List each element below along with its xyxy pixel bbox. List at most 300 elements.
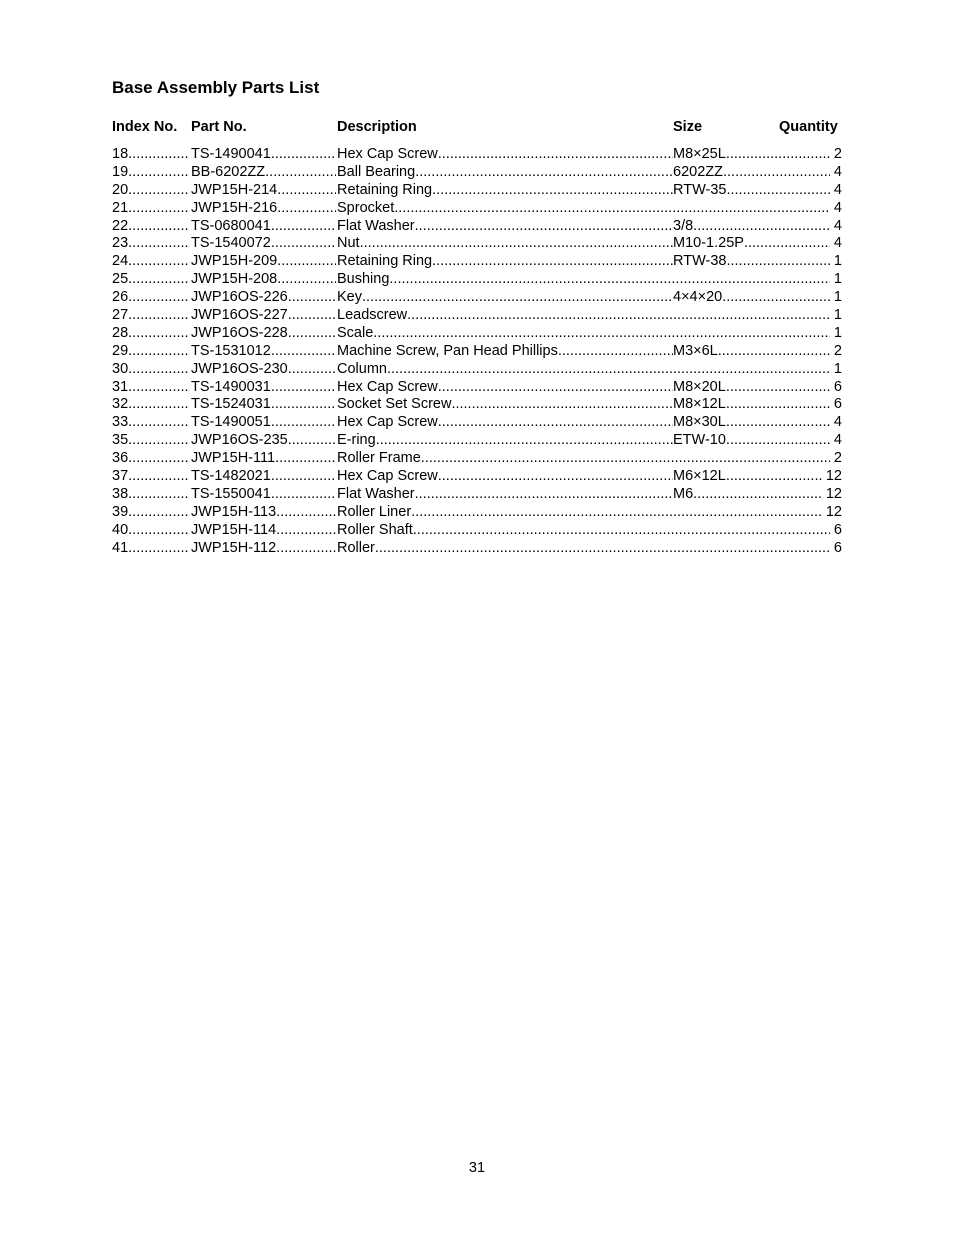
part-no-cell [191,253,336,271]
dot-leader [288,289,336,307]
parts-list [112,146,842,557]
index-no-cell-text: 31 [112,378,129,395]
table-row [112,540,842,558]
quantity-cell: 2 [833,146,842,162]
index-no-cell [112,289,190,307]
size-cell [673,379,830,397]
dot-leader [277,182,336,200]
description-cell [337,343,673,361]
quantity-cell: 4 [833,235,842,252]
dot-leader [407,307,830,325]
dot-leader [558,343,673,361]
dot-leader [271,218,336,236]
dot-leader [128,182,190,200]
part-no-cell [191,486,336,504]
table-row [112,396,842,414]
dot-leader [432,253,673,271]
description-cell-text: Socket Set Screw [337,396,452,413]
dot-leader [415,486,673,504]
description-cell-text: Column [337,360,387,377]
table-row [112,522,842,540]
table-row [112,218,842,236]
dot-leader [288,432,336,450]
part-no-cell-text: JWP15H-111 [191,450,276,467]
index-no-cell [112,450,190,468]
size-cell [673,164,830,182]
index-no-cell-text: 24 [112,253,129,270]
dot-leader [387,361,830,379]
part-no-cell [191,200,336,218]
part-no-cell [191,146,336,164]
description-cell-text: Roller Shaft [337,521,413,538]
index-no-cell-text: 25 [112,271,129,288]
size-cell [673,218,830,236]
dot-leader [362,289,673,307]
dot-leader [128,271,190,289]
description-cell [337,450,830,468]
dot-leader [128,468,190,486]
index-no-cell [112,200,190,218]
part-no-cell [191,540,336,558]
part-no-cell [191,271,336,289]
table-row [112,164,842,182]
size-cell-text: M3×6L [673,342,718,359]
dot-leader [722,289,830,307]
dot-leader [128,146,190,164]
dot-leader [415,164,673,182]
description-cell-text: Hex Cap Screw [337,146,438,162]
table-row [112,361,842,379]
index-no-cell [112,164,190,182]
description-cell-text: Key [337,289,362,306]
part-no-cell-text: JWP15H-214 [191,181,278,198]
size-cell [673,396,830,414]
dot-leader [128,307,190,325]
description-cell [337,325,830,343]
part-no-cell-text: TS-1540072 [191,235,271,252]
description-cell [337,361,830,379]
part-no-cell-text: JWP16OS-228 [191,324,288,341]
size-cell [673,343,830,361]
index-no-cell-text: 20 [112,181,129,198]
size-cell-text: M8×12L [673,396,726,413]
index-no-cell-text: 38 [112,485,129,502]
quantity-cell: 1 [833,289,842,306]
size-cell [673,432,830,450]
size-cell [673,289,830,307]
size-cell-text: M6 [673,485,694,502]
dot-leader [693,486,822,504]
dot-leader [438,468,673,486]
index-no-cell [112,343,190,361]
index-no-cell-text: 36 [112,450,129,467]
dot-leader [128,414,190,432]
description-cell-text: Flat Washer [337,485,415,502]
index-no-cell [112,396,190,414]
dot-leader [128,450,190,468]
index-no-cell [112,361,190,379]
dot-leader [275,450,336,468]
description-cell [337,146,673,164]
description-cell-text: Roller Frame [337,450,421,467]
part-no-cell [191,504,336,522]
dot-leader [128,289,190,307]
dot-leader [726,468,822,486]
index-no-cell-text: 18 [112,146,129,162]
part-no-cell-text: TS-0680041 [191,217,271,234]
index-no-cell [112,218,190,236]
description-cell [337,504,822,522]
size-cell-text: 4×4×20 [673,289,723,306]
part-no-cell [191,414,336,432]
dot-leader [271,146,336,164]
table-row [112,450,842,468]
dot-leader [128,522,190,540]
dot-leader [451,396,673,414]
part-no-cell [191,432,336,450]
size-cell [673,253,830,271]
dot-leader [288,361,336,379]
table-row [112,468,842,486]
part-no-cell-text: TS-1490051 [191,414,271,431]
table-row [112,289,842,307]
part-no-cell-text: JWP15H-208 [191,271,278,288]
description-cell [337,218,673,236]
size-cell-text: M8×25L [673,146,726,162]
size-cell-text: 3/8 [673,217,694,234]
dot-leader [288,325,336,343]
dot-leader [128,253,190,271]
quantity-cell: 6 [833,539,842,556]
index-no-cell [112,182,190,200]
dot-leader [726,379,830,397]
description-cell-text: Hex Cap Screw [337,468,438,485]
part-no-cell [191,218,336,236]
index-no-cell-text: 22 [112,217,129,234]
size-cell [673,182,830,200]
part-no-cell-text: TS-1490031 [191,378,271,395]
table-row [112,146,842,164]
description-cell [337,432,673,450]
dot-leader [438,146,673,164]
dot-leader [421,450,830,468]
part-no-cell-text: TS-1482021 [191,468,271,485]
quantity-cell: 2 [833,342,842,359]
dot-leader [277,253,336,271]
dot-leader [373,325,830,343]
quantity-cell: 4 [833,414,842,431]
size-cell-text: M8×30L [673,414,726,431]
part-no-cell-text: JWP16OS-230 [191,360,288,377]
size-cell [673,146,830,164]
size-cell-text: 6202ZZ [673,163,723,180]
dot-leader [277,271,336,289]
description-cell [337,468,673,486]
dot-leader [411,504,822,522]
dot-leader [277,200,336,218]
table-row [112,414,842,432]
description-cell-text: Leadscrew [337,307,408,324]
quantity-cell: 4 [833,199,842,216]
dot-leader [693,218,830,236]
index-no-cell [112,432,190,450]
size-cell-text: RTW-35 [673,181,727,198]
description-cell-text: Scale [337,324,374,341]
size-cell-text: ETW-10 [673,432,726,449]
part-no-cell-text: JWP16OS-227 [191,307,288,324]
header-index-no: Index No. [112,119,178,135]
quantity-cell: 6 [833,378,842,395]
dot-leader [265,164,336,182]
table-row [112,182,842,200]
quantity-cell: 1 [833,324,842,341]
dot-leader [726,414,830,432]
part-no-cell [191,522,336,540]
table-row [112,432,842,450]
dot-leader [432,182,673,200]
quantity-cell: 1 [833,253,842,270]
description-cell [337,200,830,218]
description-cell-text: E-ring [337,432,376,449]
table-row [112,504,842,522]
quantity-cell: 1 [833,271,842,288]
part-no-cell-text: JWP15H-209 [191,253,278,270]
dot-leader [276,504,336,522]
quantity-cell: 4 [833,163,842,180]
description-cell-text: Nut [337,235,360,252]
description-cell-text: Roller Liner [337,503,412,520]
dot-leader [276,540,336,558]
part-no-cell [191,379,336,397]
page-number: 31 [468,1160,486,1176]
dot-leader [271,486,336,504]
description-cell [337,164,673,182]
table-row [112,379,842,397]
quantity-cell: 1 [833,307,842,324]
dot-leader [128,361,190,379]
part-no-cell-text: JWP15H-216 [191,199,278,216]
part-no-cell-text: JWP16OS-235 [191,432,288,449]
description-cell-text: Hex Cap Screw [337,378,438,395]
index-no-cell-text: 21 [112,199,129,216]
description-cell [337,396,673,414]
part-no-cell [191,361,336,379]
part-no-cell [191,325,336,343]
part-no-cell [191,164,336,182]
header-part-no: Part No. [191,119,247,135]
size-cell [673,486,822,504]
header-description: Description [337,119,417,135]
dot-leader [726,432,830,450]
size-cell-text: M8×20L [673,378,726,395]
part-no-cell [191,450,336,468]
description-cell-text: Sprocket [337,199,395,216]
dot-leader [271,414,336,432]
dot-leader [375,540,830,558]
part-no-cell-text: JWP15H-113 [191,503,277,520]
index-no-cell-text: 32 [112,396,129,413]
size-cell [673,235,830,253]
description-cell-text: Hex Cap Screw [337,414,438,431]
part-no-cell-text: TS-1490041 [191,146,271,162]
index-no-cell-text: 39 [112,503,129,520]
part-no-cell [191,289,336,307]
index-no-cell [112,522,190,540]
dot-leader [438,414,673,432]
index-no-cell-text: 41 [112,539,129,556]
size-cell [673,468,822,486]
part-no-cell-text: JWP15H-112 [191,539,277,556]
dot-leader [128,235,190,253]
table-row [112,200,842,218]
quantity-cell: 4 [833,217,842,234]
index-no-cell [112,253,190,271]
dot-leader [726,182,829,200]
quantity-cell: 1 [833,360,842,377]
index-no-cell-text: 29 [112,342,129,359]
index-no-cell [112,235,190,253]
index-no-cell-text: 19 [112,163,129,180]
description-cell-text: Flat Washer [337,217,415,234]
table-row [112,235,842,253]
dot-leader [128,432,190,450]
dot-leader [128,540,190,558]
description-cell-text: Machine Screw, Pan Head Phillips [337,342,558,359]
part-no-cell [191,235,336,253]
dot-leader [271,396,336,414]
dot-leader [128,218,190,236]
header-quantity: Quantity [779,119,838,135]
dot-leader [415,218,673,236]
dot-leader [128,325,190,343]
index-no-cell [112,325,190,343]
dot-leader [271,235,336,253]
index-no-cell [112,307,190,325]
index-no-cell-text: 26 [112,289,129,306]
page-title: Base Assembly Parts List [112,78,320,97]
dot-leader [276,522,336,540]
part-no-cell [191,343,336,361]
quantity-cell: 12 [825,468,842,485]
dot-leader [128,164,190,182]
dot-leader [394,200,830,218]
part-no-cell-text: TS-1524031 [191,396,271,413]
description-cell-text: Retaining Ring [337,253,433,270]
index-no-cell [112,540,190,558]
dot-leader [271,379,336,397]
index-no-cell-text: 33 [112,414,129,431]
dot-leader [438,379,673,397]
description-cell-text: Roller [337,539,375,556]
description-cell [337,414,673,432]
description-cell [337,253,673,271]
dot-leader [726,146,830,164]
description-cell-text: Retaining Ring [337,181,433,198]
quantity-cell: 6 [833,396,842,413]
index-no-cell [112,486,190,504]
dot-leader [718,343,830,361]
index-no-cell [112,146,190,164]
description-cell [337,235,673,253]
description-cell-text: Ball Bearing [337,163,416,180]
dot-leader [271,343,336,361]
table-row [112,325,842,343]
part-no-cell-text: TS-1531012 [191,342,271,359]
index-no-cell [112,504,190,522]
description-cell-text: Bushing [337,271,390,288]
description-cell [337,522,830,540]
index-no-cell [112,379,190,397]
part-no-cell-text: JWP16OS-226 [191,289,288,306]
dot-leader [413,522,830,540]
description-cell [337,379,673,397]
quantity-cell: 2 [833,450,842,467]
header-size: Size [673,119,703,135]
description-cell [337,307,830,325]
dot-leader [726,253,829,271]
description-cell [337,486,673,504]
index-no-cell-text: 28 [112,324,129,341]
description-cell [337,182,673,200]
size-cell-text: M10-1.25P [673,235,744,252]
description-cell [337,289,673,307]
index-no-cell-text: 27 [112,307,129,324]
table-row [112,271,842,289]
size-cell-text: M6×12L [673,468,726,485]
index-no-cell [112,468,190,486]
size-cell [673,414,830,432]
index-no-cell-text: 40 [112,521,129,538]
dot-leader [376,432,673,450]
quantity-cell: 12 [825,485,842,502]
index-no-cell-text: 30 [112,360,129,377]
dot-leader [726,396,830,414]
dot-leader [128,504,190,522]
description-cell [337,271,830,289]
dot-leader [128,486,190,504]
quantity-cell: 6 [833,521,842,538]
dot-leader [128,396,190,414]
quantity-cell: 12 [825,503,842,520]
dot-leader [128,379,190,397]
part-no-cell [191,182,336,200]
table-row [112,307,842,325]
dot-leader [744,235,830,253]
quantity-cell: 4 [833,432,842,449]
index-no-cell-text: 37 [112,468,129,485]
dot-leader [360,235,673,253]
dot-leader [723,164,830,182]
quantity-cell: 4 [833,181,842,198]
table-row [112,486,842,504]
dot-leader [128,343,190,361]
table-row [112,343,842,361]
part-no-cell [191,468,336,486]
index-no-cell [112,271,190,289]
size-cell-text: RTW-38 [673,253,727,270]
part-no-cell [191,307,336,325]
dot-leader [271,468,336,486]
part-no-cell [191,396,336,414]
dot-leader [389,271,830,289]
table-row [112,253,842,271]
dot-leader [128,200,190,218]
index-no-cell-text: 23 [112,235,129,252]
index-no-cell-text: 35 [112,432,129,449]
description-cell [337,540,830,558]
index-no-cell [112,414,190,432]
dot-leader [288,307,336,325]
